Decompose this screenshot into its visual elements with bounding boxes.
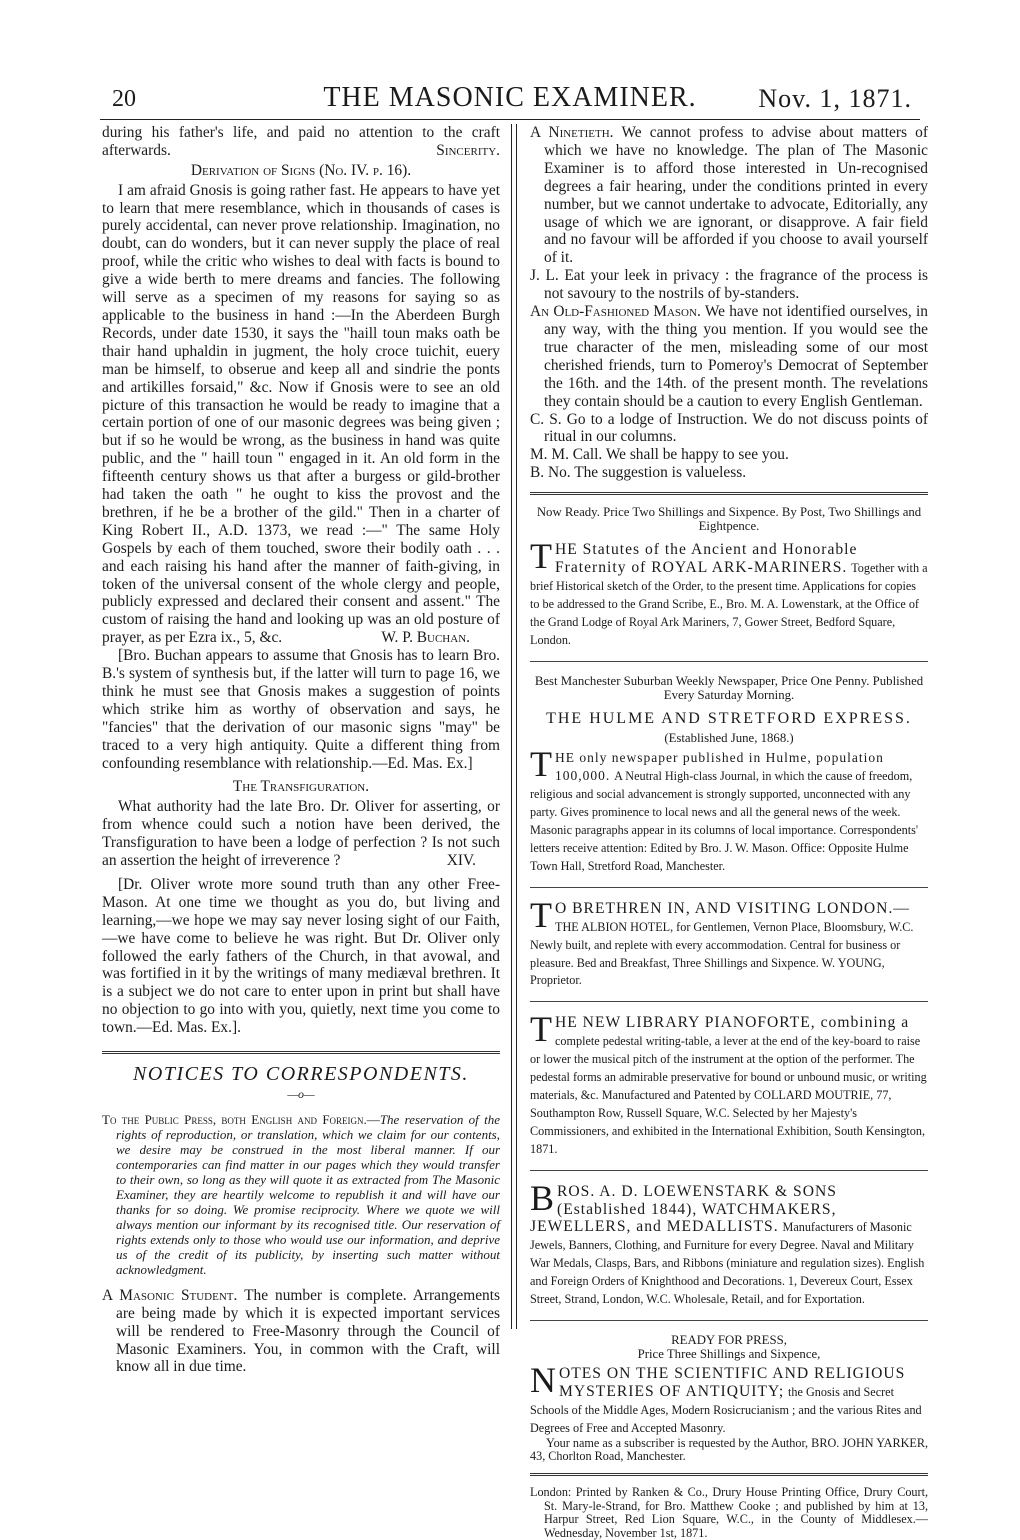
left-column (102, 124, 500, 1376)
ad2-heading: HE only newspaper published in Hulme, population 100,000. (555, 750, 884, 784)
notice-b-lead: B. (530, 464, 545, 482)
ad6-dropcap: N (530, 1359, 556, 1400)
ad6-subscriber-note: Your name as a subscriber is requested by the Author, BRO. JOHN YARKER, 43, Chorlton Road, Manchester. (530, 1435, 928, 1463)
signature-buchan: W. P. Buchan. (381, 629, 470, 647)
notice-ninetieth-body: We cannot profess to advise about matters of which we have no knowledge. The plan of The Masonic Examiner is to afford those interested in Un-recognised degrees a fair hearing, under the conditions printed in every number, but we cannot undertake to advocate, Editorially, any usage of which we are ignorant, or disapprove. A fair field and no favour will be afforded if you choose to avail yourself of it. (544, 124, 928, 267)
notice-public-press (102, 1112, 500, 1277)
header-rule (100, 119, 920, 120)
notice-jl (530, 267, 928, 303)
ad1-body: Together with a brief Historical sketch of the Order, to the present time. Applications for copies to be addressed to the Grand Scribe, E., Bro. M. A. Lowenstark, at the Office of the Grand Lodge of Royal Ark Mariners, 7, Gower Street, Bedford Square, London. (530, 561, 928, 647)
ad-rule-1 (530, 492, 928, 495)
notice-jl-body: Eat your leek in privacy : the fragrance of the process is not savoury to the nostrils of by-standers. (544, 267, 928, 303)
masthead (100, 82, 920, 118)
section-rule (102, 1051, 500, 1054)
ad-royal-ark-mariners (530, 505, 928, 648)
notice-jl-lead: J. L. (530, 267, 559, 285)
right-column (530, 124, 928, 1540)
notice-masonic-student (102, 1287, 500, 1377)
heading-derivation-of-signs: Derivation of Signs (No. IV. p. 16). (190, 161, 412, 179)
ad1-price-line: Now Ready. Price Two Shillings and Sixpence. By Post, Two Shillings and Eightpence. (536, 505, 922, 534)
page-title: THE MASONIC EXAMINER. (323, 82, 697, 113)
ad2-tagline: Best Manchester Suburban Weekly Newspaper, Price One Penny. Published Every Saturday Morning. (534, 673, 924, 702)
article-transfiguration: What authority had the late Bro. Dr. Oliver for asserting, or from whence could such a notion have been derived, the Transfiguration to have been a lodge of perfection ? Is not such an assertion the height of irreverence ? (102, 798, 500, 870)
ad-rule-5 (530, 1170, 928, 1171)
column-divider-inner (516, 124, 517, 1329)
column-divider (511, 124, 512, 1329)
ad-albion-hotel (530, 894, 928, 990)
ad4-dropcap: T (530, 1009, 552, 1050)
ornament-dash: —o— (287, 1086, 315, 1101)
ad1-dropcap: T (530, 536, 552, 577)
notice-b-body: No. The suggestion is valueless. (547, 464, 747, 482)
notice-masonic-student-body: The number is complete. Arrangements are being made by which it is expected important services will be rendered to Free-Masonry through the Council of Masonic Examiners. You, in common with the Craft, will know all in due time. (116, 1286, 500, 1376)
notice-old-fashioned-mason-body: We have not identified ourselves, in any way, with the thing you mention. If you would see the true character of the men, misleading some of our most cherished friends, turn to Pomeroy's Democrat of September the 16th. and the 14th. of the present month. The revelations they contain should be a caution to every English Gentleman. (544, 303, 928, 410)
ad5-heading: ROS. A. D. LOEWENSTARK & SONS (Established 1844), WATCHMAKERS, JEWELLERS, and MEDALLISTS. (530, 1182, 837, 1236)
notice-old-fashioned-mason (530, 303, 928, 410)
ad-hulme-express (530, 674, 928, 875)
ad5-body: Manufacturers of Masonic Jewels, Banners, Clothing, and Furniture for every Degree. Naval and Military War Medals, Clasps, Bars, and Ribbons (miniature and regulation sizes). English and Foreign Orders of Knighthood and Decorations. 1, Devereux Court, Essex Street, Strand, London, W.C. Wholesale, Retail, and for Exportation. (530, 1220, 925, 1307)
ad2-established: (Established June, 1868.) (664, 731, 794, 746)
notice-old-fashioned-mason-lead: An Old-Fashioned Mason. (530, 303, 701, 321)
notice-ninetieth-lead: A Ninetieth. (530, 124, 614, 141)
ad-rule-3 (530, 887, 928, 888)
notice-ninetieth (530, 124, 928, 267)
ad2-body: A Neutral High-class Journal, in which the cause of freedom, religious and social advancement is strongly supported, unconnected with any party. Gives prominence to local news and all the general news of the week. Masonic paragraphs appear in its columns of local importance. Correspondents' letters receive attention: Edited by Bro. J. W. Mason. Office: Opposite Hulme Town Hall, Stretford Road, Manchester. (530, 769, 919, 873)
notice-b (530, 464, 928, 482)
ad5-dropcap: B (530, 1177, 555, 1218)
notice-cs-body: Go to a lodge of Instruction. We do not discuss points of ritual in our columns. (544, 410, 928, 446)
ad3-body: THE ALBION HOTEL, for Gentlemen, Vernon Place, Bloomsbury, W.C. Newly built, and replete with every accommodation. Central for business or pleasure. Bed and Breakfast, Three Shillings and Sixpence. W. YOUNG, Proprietor. (530, 919, 914, 988)
signature-sincerity: Sincerity. (436, 141, 500, 159)
notice-public-press-lead: To the Public Press, both English and Foreign.— (102, 1111, 380, 1127)
notice-public-press-body: The reservation of the rights of reproduction, or translation, which we claim for our contents, we desire may be construed in the most liberal manner. If our contemporaries can find matter in our pages which they would transfer to their own, so long as they will quote it as extracted from The Masonic Examiner, they are heartily welcome to republish it and will have our thanks for so doing. We promise reciprocity. Where we quote we will always mention our informant by its recognised title. Our reservation of rights extends only to those who would use our information, and deprive us of the credit of its publicity, by inserting such matter without acknowledgment. (116, 1111, 500, 1277)
ad4-heading: HE NEW LIBRARY PIANOFORTE, combining a (555, 1014, 910, 1032)
notice-masonic-student-lead: A Masonic Student. (102, 1286, 238, 1304)
ad-loewenstark (530, 1177, 928, 1308)
ad6-heading: OTES ON THE SCIENTIFIC AND RELIGIOUS MYSTERIES OF ANTIQUITY; (559, 1364, 906, 1400)
signature-xiv: XIV. (446, 851, 476, 869)
ad-rule-2 (530, 661, 928, 662)
notice-cs (530, 411, 928, 447)
editor-note-oliver: [Dr. Oliver wrote more sound truth than any other Free-Mason. At one time we thought as you do, but living and learning,—we hope we may say never losing sight of our Faith, —we have come to believe he was right. But Dr. Oliver only followed the early fathers of the Church, in that avowal, and was fortified in it by the writings of many mediæval brethren. It is a subject we do not care to enter upon in print but shall have no objection to go into with you, quietly, next time you come to town.—Ed. Mas. Ex.]. (102, 875, 500, 1037)
ad-yarker-notes (530, 1333, 928, 1463)
ad-rule-4 (530, 1001, 928, 1002)
ad4-body: complete pedestal writing-table, a lever at the end of the key-board to raise or lower the musical pitch of the instrument at the option of the performer. The pedestal forms an admirable preservative for bound or unbound music, or writing materials, &c. Manufactured and Patented by COLLARD MOUTRIE, 77, Southampton Row, Russell Square, W.C. Selected by her Majesty's Commissioners, and exhibited in the International Exhibition, South Kensington, 1871. (530, 1034, 927, 1156)
ad6-ready: READY FOR PRESS, (671, 1332, 787, 1347)
continued-paragraph: during his father's life, and paid no attention to the craft afterwards. (102, 124, 500, 159)
ad-library-pianoforte (530, 1009, 928, 1157)
page-number: 20 (112, 86, 136, 112)
editor-note-buchan: [Bro. Buchan appears to assume that Gnosis has to learn Bro. B.'s system of synthesis but, if the latter will turn to page 16, we think he must see that Gnosis makes a suggestion of points which strike him as worthy of observation and says, he "fancies" that the derivation of our masonic signs "may" be traced to a very high antiquity. Quite a different thing from confounding resemblance with relationship.—Ed. Mas. Ex.] (102, 647, 500, 772)
ad6-price: Price Three Shillings and Sixpence, (637, 1346, 821, 1361)
notice-mm (530, 446, 928, 464)
ad-rule-6 (530, 1320, 928, 1321)
heading-transfiguration: The Transfiguration. (232, 778, 370, 796)
ad6-body: the Gnosis and Secret Schools of the Middle Ages, Modern Rosicrucianism ; and the various Rites and Degrees of Free and Accepted Masonry. (530, 1384, 922, 1435)
ad1-heading: HE Statutes of the Ancient and Honorable Fraternity of ROYAL ARK-MARINERS. (555, 541, 858, 577)
notice-cs-lead: C. S. (530, 410, 562, 428)
notice-mm-body: Call. We shall be happy to see you. (572, 446, 789, 464)
ad-rule-7 (530, 1473, 928, 1476)
printer-imprint: London: Printed by Ranken & Co., Drury House Printing Office, Drury Court, St. Mary-le-Strand, for Bro. Matthew Cooke ; and published by him at 13, Harpur Street, Red Lion Square, W.C., in the County of Middlesex.—Wednesday, November 1st, 1871. (530, 1485, 928, 1540)
notices-heading: NOTICES TO CORRESPONDENTS. (133, 1063, 469, 1086)
ad3-heading: O BRETHREN IN, AND VISITING LONDON.— (555, 899, 910, 917)
article-gnosis: I am afraid Gnosis is going rather fast. He appears to have yet to learn that mere resemblance, which in thousands of cases is purely accidental, can never prove relationship. Imagination, no doubt, can do wonders, but it can never supply the place of real proof, while the critic who wishes to deal with facts is bound to give a wide berth to mere dreams and fancies. The following will serve as a specimen of my reasons for saying so as applicable to the business in hand :—In the Aberdeen Burgh Records, under date 1530, it says the "haill toun maks oath be thair hand uphaldin in jugment, the holy croce tuichit, euery man be himself, to obserue and keep all and sindrie the ponts and artikilles forsaid," &c. Now if Gnosis were to see an old picture of this transaction he would be ready to imagine that a certain portion of one of our masonic degrees was being given ; but if so he would be wrong, as the business in hand was quite public, and the " haill toun " engaged in it. An old form in the fifteenth century shows us that after a burgess or gild-brother had taken the oath " he ought to kiss the provost and the brethren, if he be a brother of the gild." Then in a charter of King Robert II., A.D. 1373, we read :—" The same Holy Gospels by each of them touched, swore their bodily oath . . . and each raising his hand after the manner of faith-giving, in token of the universal consent of the whole clergy and people, publicly expressed and declared their consent and assent." The custom of raising the hand and looking up was an old posture of prayer, as per Ezra ix., 5, &c. (102, 181, 500, 647)
issue-date: Nov. 1, 1871. (758, 84, 912, 113)
notice-mm-lead: M. M. (530, 446, 569, 464)
ad2-title: THE HULME AND STRETFORD EXPRESS. (546, 709, 912, 727)
ad3-dropcap: T (530, 894, 552, 935)
ad2-dropcap: T (530, 744, 552, 785)
